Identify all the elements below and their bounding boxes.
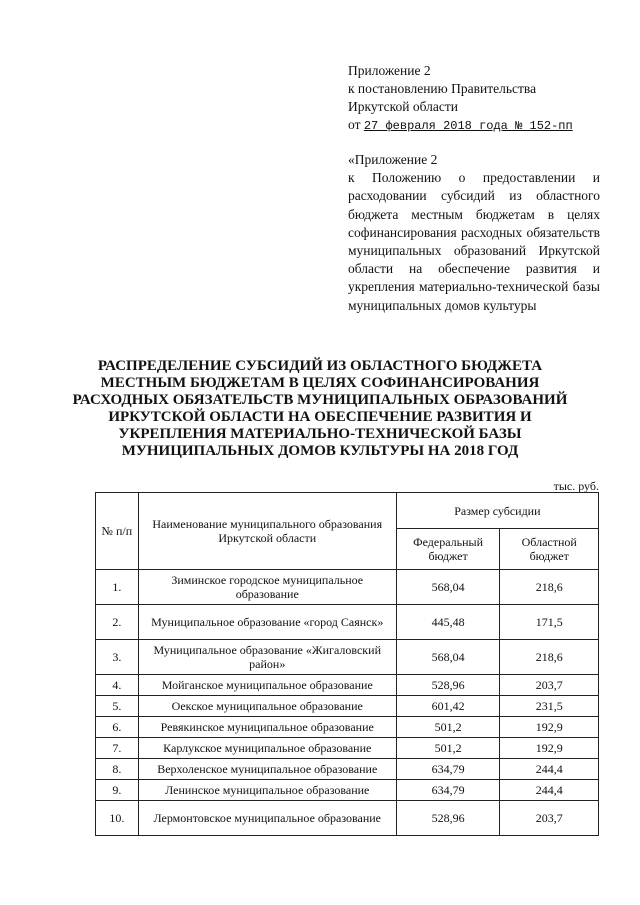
row-regional: 192,9 [500,738,599,759]
row-federal: 528,96 [396,801,500,836]
table-row [96,780,599,801]
row-name: Муниципальное образование «город Саянск» [138,605,396,640]
annex-line-1: Приложение 2 [348,63,431,78]
annex-line-3: Иркутской области [348,99,459,114]
row-name: Зиминское городское муниципальное образование [138,570,396,605]
annex-date-line [348,116,600,135]
row-federal: 601,42 [396,696,500,717]
row-federal: 528,96 [396,675,500,696]
row-name: Мойганское муниципальное образование [138,675,396,696]
table-row [96,759,599,780]
row-federal: 568,04 [396,640,500,675]
regulation-first-line: «Приложение 2 [348,152,438,167]
row-federal: 501,2 [396,738,500,759]
row-number: 5. [96,696,139,717]
row-number: 2. [96,605,139,640]
annex-date: 27 февраля 2018 года № 152-пп [363,119,573,133]
table-row [96,801,599,836]
row-name: Муниципальное образование «Жигаловский район» [138,640,396,675]
table-row [96,738,599,759]
row-federal: 568,04 [396,570,500,605]
row-federal: 501,2 [396,717,500,738]
row-regional: 203,7 [500,675,599,696]
header-subsidy: Размер субсидии [396,493,598,529]
row-name: Ленинское муниципальное образование [138,780,396,801]
table-row [96,640,599,675]
row-name: Верхоленское муниципальное образование [138,759,396,780]
regulation-reference [348,151,600,315]
annex-header [348,62,600,135]
row-regional: 203,7 [500,801,599,836]
row-regional: 218,6 [500,570,599,605]
row-number: 9. [96,780,139,801]
row-regional: 192,9 [500,717,599,738]
annex-date-prefix: от [348,117,361,132]
regulation-body: к Положению о предоставлении и расходовании субсидий из областного бюджета местным бюджетам в целях софинансирования расходных обязательств муниципальных образований Иркутской области на обеспечение развития и укрепления материально-технической базы [348,170,600,295]
row-federal: 634,79 [396,780,500,801]
row-regional: 231,5 [500,696,599,717]
row-federal: 445,48 [396,605,500,640]
annex-line-2: к постановлению Правительства [348,81,537,96]
table-row [96,605,599,640]
row-federal: 634,79 [396,759,500,780]
row-regional: 244,4 [500,780,599,801]
header-federal: Федеральный бюджет [396,529,500,570]
row-number: 4. [96,675,139,696]
row-regional: 171,5 [500,605,599,640]
row-name: Оекское муниципальное образование [138,696,396,717]
row-number: 10. [96,801,139,836]
table-header-row [96,493,599,529]
row-regional: 218,6 [500,640,599,675]
table-row [96,570,599,605]
header-number: № п/п [96,493,139,570]
row-number: 8. [96,759,139,780]
unit-label: тыс. руб. [553,479,599,493]
row-name: Ревякинское муниципальное образование [138,717,396,738]
row-regional: 244,4 [500,759,599,780]
row-number: 3. [96,640,139,675]
table-row [96,717,599,738]
row-number: 1. [96,570,139,605]
row-name: Карлукское муниципальное образование [138,738,396,759]
table-row [96,675,599,696]
document-title: РАСПРЕДЕЛЕНИЕ СУБСИДИЙ ИЗ ОБЛАСТНОГО БЮДЖЕТА МЕСТНЫМ БЮДЖЕТАМ В ЦЕЛЯХ СОФИНАНСИРОВАНИЯ РАСХОДНЫХ ОБЯЗАТЕЛЬСТВ МУНИЦИПАЛЬНЫХ ОБРАЗОВАНИЙ ИРКУТСКОЙ ОБЛАСТИ НА ОБЕСПЕЧЕНИЕ РАЗВИТИЯ И УКРЕПЛЕНИЯ МАТЕРИАЛЬНО-ТЕХНИЧЕСКОЙ БАЗЫ МУНИЦИПАЛЬНЫХ ДОМОВ КУЛЬТУРЫ НА 2018 ГОД [72,358,568,459]
subsidy-table [95,492,599,836]
header-name: Наименование муниципального образования Иркутской области [138,493,396,570]
header-regional: Областной бюджет [500,529,599,570]
row-name: Лермонтовское муниципальное образование [138,801,396,836]
row-number: 6. [96,717,139,738]
row-number: 7. [96,738,139,759]
table-row [96,696,599,717]
regulation-last-line: муниципальных домов культуры [348,297,537,313]
